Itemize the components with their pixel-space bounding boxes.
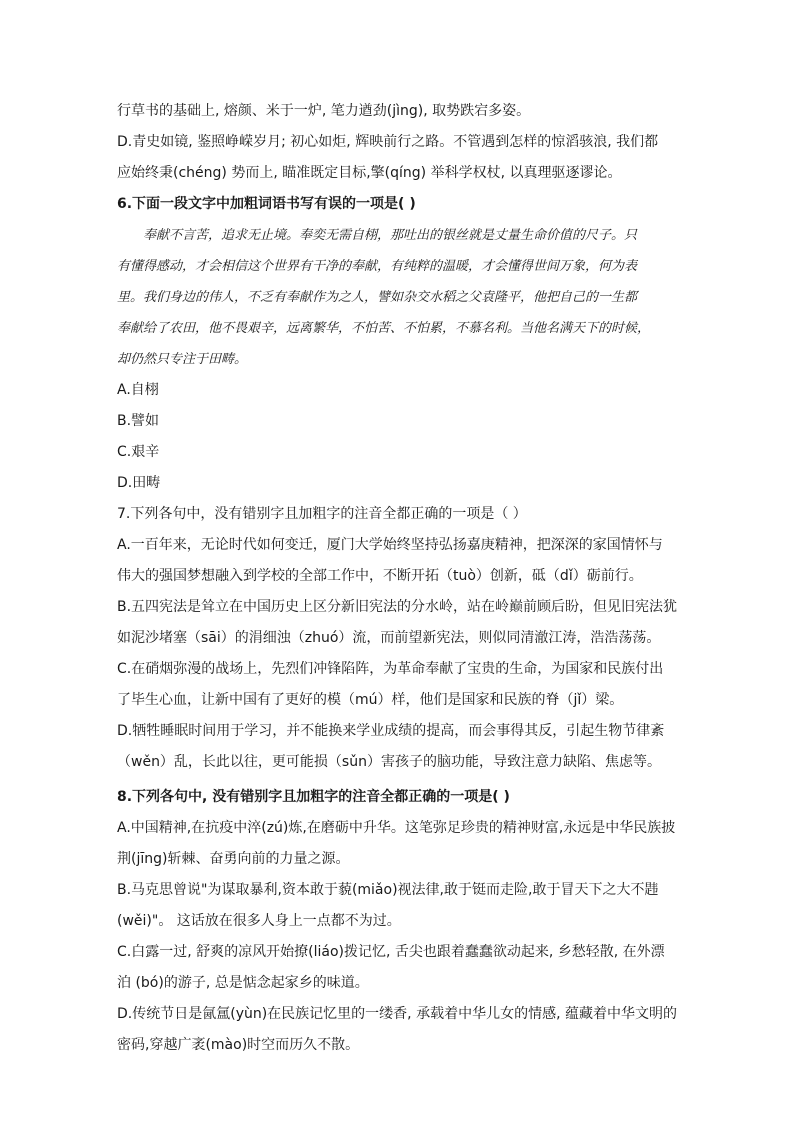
q5-option-c-continuation: 行草书的基础上, 熔颜、米于一炉, 笔力遒劲(jìng), 取势跌宕多姿。 xyxy=(117,103,531,119)
q5-option-d-line-1: D.青史如镜, 鉴照峥嵘岁月; 初心如炬, 辉映前行之路。不管遇到怎样的惊滔骇浪, 我们都 xyxy=(117,134,659,150)
q6-option-d: D.田畴 xyxy=(117,475,161,491)
q6-option-c: C.艰辛 xyxy=(117,444,160,460)
q8-option-c-line-1: C.白露一过, 舒爽的凉风开始撩(liáo)拨记忆, 舌尖也跟着蠢蠢欲动起来, 乡愁轻散, 在外漂 xyxy=(117,944,665,960)
q8-option-d-line-2: 密码,穿越广袤(mào)时空而历久不散。 xyxy=(117,1037,360,1053)
q8-option-b-line-2: (wěi)"。 这话放在很多人身上一点都不为过。 xyxy=(117,913,401,929)
q6-passage-line-1: 奉献不言苦，追求无止境。奉奕无需自栩，那吐出的银丝就是丈量生命价值的尺子。只 xyxy=(143,228,638,243)
q6-passage-line-4: 奉献给了农田，他不畏艰辛，远离繁华，不怕苦、不怕累，不慕名利。当他名满天下的时候， xyxy=(117,321,651,336)
q7-option-a-line-2: 伟大的强国梦想融入到学校的全部工作中，不断开拓（tuò）创新，砥（dǐ）砺前行。 xyxy=(117,568,643,584)
q6-option-a: A.自栩 xyxy=(117,382,159,398)
q7-option-a-line-1: A.一百年来，无论时代如何变迁，厦门大学始终坚持弘扬嘉庚精神，把深深的家国情怀与 xyxy=(117,537,663,553)
q8-option-c-line-2: 泊 (bó)的游子, 总是惦念起家乡的味道。 xyxy=(117,975,369,991)
exam-page xyxy=(117,96,682,1061)
q7-option-c-line-1: C.在硝烟弥漫的战场上，先烈们冲锋陷阵，为革命奉献了宝贵的生命，为国家和民族付出 xyxy=(117,661,664,677)
q8-option-a-line-1: A.中国精神,在抗疫中淬(zú)炼,在磨砺中升华。这笔弥足珍贵的精神财富,永远是中华民族披 xyxy=(117,820,676,836)
q7-option-b-line-1: B.五四宪法是耸立在中国历史上区分新旧宪法的分水岭，站在岭巅前顾后盼，但见旧宪法犹 xyxy=(117,599,678,615)
q7-option-c-line-2: 了毕生心血，让新中国有了更好的模（mú）样，他们是国家和民族的脊（jǐ）梁。 xyxy=(117,692,624,708)
q8-option-b-line-1: B.马克思曾说"为谋取暴利,资本敢于藐(miǎo)视法律,敢于铤而走险,敢于冒天下之大不韪 xyxy=(117,882,659,898)
q6-option-b: B.譬如 xyxy=(117,413,160,429)
q8-title: 8.下列各句中, 没有错别字且加粗字的注音全都正确的一项是( ) xyxy=(117,789,510,805)
q6-passage-line-2: 有懂得感动，才会相信这个世界有干净的奉献，有纯粹的温暖，才会懂得世间万象，何为表 xyxy=(117,259,638,274)
q8-option-d-line-1: D.传统节日是氤氲(yùn)在民族记忆里的一缕香, 承载着中华儿女的情感, 蕴藏着中华文明的 xyxy=(117,1006,677,1022)
q5-option-d-line-2: 应始终秉(chéng) 势而上, 瞄准既定目标,擎(qíng) 举科学权杖, 以真理驱逐谬论。 xyxy=(117,165,622,181)
q6-title: 6.下面一段文字中加粗词语书写有误的一项是( ) xyxy=(117,196,416,212)
q8-option-a-line-2: 荆(jīng)斩棘、奋勇向前的力量之源。 xyxy=(117,851,350,867)
q7-option-d-line-2: （wěn）乱，长此以往，更可能损（sǔn）害孩子的脑功能，导致注意力缺陷、焦虑等。 xyxy=(117,754,661,770)
q7-option-b-line-2: 如泥沙堵塞（sāi）的涓细浊（zhuó）流，而前望新宪法，则似同清澈江涛，浩浩荡荡。 xyxy=(117,630,661,646)
q6-passage-line-5: 却仍然只专注于田畴。 xyxy=(117,352,248,367)
q6-passage-line-3: 里。我们身边的伟人，不乏有奉献作为之人，譬如杂交水稻之父袁隆平，他把自己的一生都 xyxy=(117,290,638,305)
q7-option-d-line-1: D.牺牲睡眠时间用于学习，并不能换来学业成绩的提高，而会事得其反，引起生物节律紊 xyxy=(117,723,665,739)
q7-title: 7.下列各句中，没有错别字且加粗字的注音全都正确的一项是（ ） xyxy=(117,506,527,522)
